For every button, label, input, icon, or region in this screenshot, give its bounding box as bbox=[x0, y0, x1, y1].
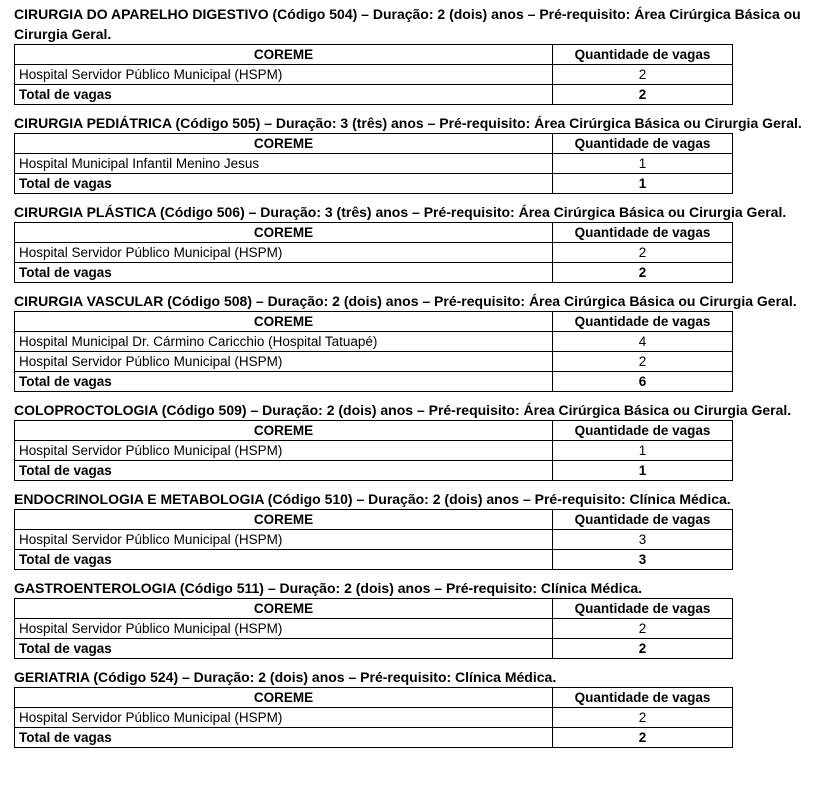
vagas-table bbox=[14, 311, 733, 392]
header-coreme: COREME bbox=[15, 510, 553, 530]
section-509 bbox=[0, 400, 837, 481]
total-row bbox=[15, 174, 733, 194]
total-value: 2 bbox=[553, 728, 733, 748]
total-label: Total de vagas bbox=[15, 639, 553, 659]
table-header-row bbox=[15, 45, 733, 65]
hospital-cell: Hospital Servidor Público Municipal (HSPM) bbox=[15, 530, 553, 550]
table-row bbox=[15, 154, 733, 174]
header-quantidade: Quantidade de vagas bbox=[553, 599, 733, 619]
table-header-row bbox=[15, 223, 733, 243]
hospital-cell: Hospital Servidor Público Municipal (HSPM) bbox=[15, 65, 553, 85]
section-title: CIRURGIA PEDIÁTRICA (Código 505) – Duração: 3 (três) anos – Pré-requisito: Área Cirúrgica Básica ou Cirurgia Geral. bbox=[14, 115, 802, 131]
total-value: 2 bbox=[553, 85, 733, 105]
header-coreme: COREME bbox=[15, 312, 553, 332]
hospital-cell: Hospital Servidor Público Municipal (HSPM) bbox=[15, 708, 553, 728]
table-header-row bbox=[15, 688, 733, 708]
table-row bbox=[15, 243, 733, 263]
header-quantidade: Quantidade de vagas bbox=[553, 688, 733, 708]
total-row bbox=[15, 263, 733, 283]
table-header-row bbox=[15, 510, 733, 530]
total-label: Total de vagas bbox=[15, 728, 553, 748]
vagas-table bbox=[14, 44, 733, 105]
table-row bbox=[15, 65, 733, 85]
header-quantidade: Quantidade de vagas bbox=[553, 223, 733, 243]
vagas-table bbox=[14, 687, 733, 748]
total-label: Total de vagas bbox=[15, 85, 553, 105]
hospital-cell: Hospital Municipal Dr. Cármino Caricchio (Hospital Tatuapé) bbox=[15, 332, 553, 352]
hospital-cell: Hospital Servidor Público Municipal (HSPM) bbox=[15, 243, 553, 263]
vagas-cell: 3 bbox=[553, 530, 733, 550]
vagas-cell: 2 bbox=[553, 65, 733, 85]
header-quantidade: Quantidade de vagas bbox=[553, 45, 733, 65]
total-label: Total de vagas bbox=[15, 263, 553, 283]
total-value: 6 bbox=[553, 372, 733, 392]
table-row bbox=[15, 619, 733, 639]
section-title: GERIATRIA (Código 524) – Duração: 2 (dois) anos – Pré-requisito: Clínica Médica. bbox=[14, 669, 557, 685]
table-row bbox=[15, 441, 733, 461]
table-header-row bbox=[15, 599, 733, 619]
vagas-cell: 2 bbox=[553, 708, 733, 728]
total-row bbox=[15, 85, 733, 105]
section-title: CIRURGIA VASCULAR (Código 508) – Duração: 2 (dois) anos – Pré-requisito: Área Cirúrgica Básica ou Cirurgia Geral. bbox=[14, 293, 797, 309]
vagas-cell: 1 bbox=[553, 154, 733, 174]
vagas-cell: 1 bbox=[553, 441, 733, 461]
total-label: Total de vagas bbox=[15, 461, 553, 481]
header-coreme: COREME bbox=[15, 45, 553, 65]
header-coreme: COREME bbox=[15, 688, 553, 708]
section-title: COLOPROCTOLOGIA (Código 509) – Duração: 2 (dois) anos – Pré-requisito: Área Cirúrgica Básica ou Cirurgia Geral. bbox=[14, 402, 792, 418]
vagas-table bbox=[14, 133, 733, 194]
total-value: 2 bbox=[553, 263, 733, 283]
table-row bbox=[15, 332, 733, 352]
table-header-row bbox=[15, 421, 733, 441]
total-value: 2 bbox=[553, 639, 733, 659]
section-title: ENDOCRINOLOGIA E METABOLOGIA (Código 510) – Duração: 2 (dois) anos – Pré-requisito: Clínica Médica. bbox=[14, 491, 731, 507]
total-row bbox=[15, 461, 733, 481]
total-row bbox=[15, 550, 733, 570]
header-coreme: COREME bbox=[15, 599, 553, 619]
vagas-table bbox=[14, 420, 733, 481]
vagas-table bbox=[14, 598, 733, 659]
total-label: Total de vagas bbox=[15, 550, 553, 570]
table-header-row bbox=[15, 134, 733, 154]
section-524 bbox=[0, 667, 837, 748]
vagas-cell: 4 bbox=[553, 332, 733, 352]
total-value: 1 bbox=[553, 174, 733, 194]
table-header-row bbox=[15, 312, 733, 332]
section-510 bbox=[0, 489, 837, 570]
header-quantidade: Quantidade de vagas bbox=[553, 312, 733, 332]
total-value: 3 bbox=[553, 550, 733, 570]
section-title: GASTROENTEROLOGIA (Código 511) – Duração: 2 (dois) anos – Pré-requisito: Clínica Médica. bbox=[14, 580, 643, 596]
section-title: CIRURGIA DO APARELHO DIGESTIVO (Código 504) – Duração: 2 (dois) anos – Pré-requisito: Área Cirúrgica Básica ou Cirurgia Geral. bbox=[14, 6, 801, 42]
table-row bbox=[15, 708, 733, 728]
section-504 bbox=[0, 4, 837, 105]
vagas-cell: 2 bbox=[553, 619, 733, 639]
header-coreme: COREME bbox=[15, 134, 553, 154]
header-coreme: COREME bbox=[15, 421, 553, 441]
table-row bbox=[15, 352, 733, 372]
section-508 bbox=[0, 291, 837, 392]
section-505 bbox=[0, 113, 837, 194]
total-label: Total de vagas bbox=[15, 174, 553, 194]
total-value: 1 bbox=[553, 461, 733, 481]
total-row bbox=[15, 728, 733, 748]
table-row bbox=[15, 530, 733, 550]
vagas-table bbox=[14, 509, 733, 570]
section-title: CIRURGIA PLÁSTICA (Código 506) – Duração: 3 (três) anos – Pré-requisito: Área Cirúrgica Básica ou Cirurgia Geral. bbox=[14, 204, 787, 220]
total-row bbox=[15, 372, 733, 392]
hospital-cell: Hospital Servidor Público Municipal (HSPM) bbox=[15, 619, 553, 639]
hospital-cell: Hospital Servidor Público Municipal (HSPM) bbox=[15, 441, 553, 461]
vagas-cell: 2 bbox=[553, 243, 733, 263]
total-label: Total de vagas bbox=[15, 372, 553, 392]
header-quantidade: Quantidade de vagas bbox=[553, 510, 733, 530]
total-row bbox=[15, 639, 733, 659]
vagas-cell: 2 bbox=[553, 352, 733, 372]
section-511 bbox=[0, 578, 837, 659]
header-coreme: COREME bbox=[15, 223, 553, 243]
hospital-cell: Hospital Servidor Público Municipal (HSPM) bbox=[15, 352, 553, 372]
header-quantidade: Quantidade de vagas bbox=[553, 134, 733, 154]
section-506 bbox=[0, 202, 837, 283]
header-quantidade: Quantidade de vagas bbox=[553, 421, 733, 441]
hospital-cell: Hospital Municipal Infantil Menino Jesus bbox=[15, 154, 553, 174]
vagas-table bbox=[14, 222, 733, 283]
